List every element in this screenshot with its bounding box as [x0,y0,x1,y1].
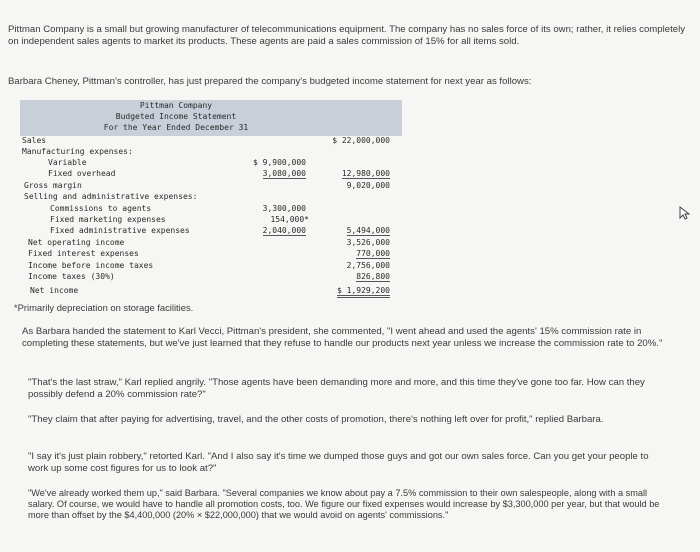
row-label: Selling and administrative expenses: [24,192,198,201]
row-amount: 154,000* [270,215,309,224]
row-label: Income before income taxes [28,261,154,270]
row-label: Net operating income [28,238,125,247]
row-total: $ 1,929,200 [337,286,390,298]
mouse-pointer-icon [678,206,690,220]
statement-title: Budgeted Income Statement [115,112,237,121]
statement-row [20,147,402,158]
row-label: Manufacturing expenses: [22,147,133,156]
statement-period: For the Year Ended December 31 [103,123,249,132]
dialogue-paragraph: As Barbara handed the statement to Karl Vecci, Pittman's president, she commented, "I went ahead and used the agents' 15% commission rate in completing these statements, but we've just learned that they refuse to handle our products next year unless we increase the commission rate to 20%." [22,326,663,349]
row-amount: 3,300,000 [262,204,306,213]
intro-paragraph: Pittman Company is a small but growing manufacturer of telecommunications equipment. The company has no sales force of its own; rather, it relies completely on independent sales agents to market its products. These agents are paid a sales commission of 15% for all items sold. [8,24,686,47]
statement-row [20,169,402,180]
row-label: Fixed overhead [48,169,116,178]
row-label: Income taxes (30%) [28,272,115,281]
dialogue-paragraph: "They claim that after paying for advertising, travel, and the other costs of promotion, there's nothing left over for profit," replied Barbara. [28,414,604,425]
statement-row [20,158,402,169]
row-amount: 3,080,000 [262,169,306,178]
statement-row [20,286,402,297]
row-amount: 2,040,000 [262,226,306,235]
row-label: Fixed marketing expenses [50,215,166,224]
dialogue-paragraph: "I say it's just plain robbery," retorted Karl. "And I also say it's time we dumped those guys and got our own sales force. Can you get your people to work up some cost figures for us to look at?" [28,451,649,474]
row-amount: $ 9,900,000 [253,158,306,167]
row-total: 770,000 [356,249,390,258]
statement-row [20,136,402,147]
statement-row [20,181,402,192]
statement-row [20,192,402,203]
row-label: Commissions to agents [50,204,152,213]
income-statement [20,100,402,303]
dialogue-paragraph: "We've already worked them up," said Barbara. "Several companies we know about pay a 7.5% commission to their own salespeople, along with a small salary. Of course, we would have to handle all promotion costs, too. We figure our fixed expenses would increase by $3,300,000 per year, but that would be more than offset by the $4,400,000 (20% × $22,000,000) that we would avoid on agents' commissions." [28,488,660,520]
statement-header [20,100,402,136]
row-label: Variable [48,158,87,167]
row-label: Sales [22,136,47,145]
row-total: $ 22,000,000 [332,136,390,145]
statement-footnote: *Primarily depreciation on storage facilities. [14,302,194,313]
statement-row [20,238,402,249]
statement-company: Pittman Company [139,101,213,110]
intro-lead-paragraph: Barbara Cheney, Pittman's controller, has just prepared the company's budgeted income statement for next year as follows: [8,76,532,87]
row-total: 826,800 [356,272,390,281]
statement-row [20,215,402,226]
row-total: 12,980,000 [341,169,390,178]
statement-row [20,204,402,215]
row-total: 2,756,000 [346,261,390,270]
dialogue-paragraph: "That's the last straw," Karl replied angrily. "Those agents have been demanding more and more, and this time they've gone too far. How can they possibly defend a 20% commission rate?" [28,377,645,400]
row-label: Fixed administrative expenses [50,226,190,235]
row-label: Gross margin [24,181,82,190]
statement-row [20,272,402,283]
statement-row [20,249,402,260]
statement-row [20,226,402,237]
row-label: Net income [30,286,79,295]
statement-row [20,261,402,272]
row-total: 3,526,000 [346,238,390,247]
row-label: Fixed interest expenses [28,249,139,258]
row-total: 9,020,000 [346,181,390,190]
row-total: 5,494,000 [346,226,390,235]
